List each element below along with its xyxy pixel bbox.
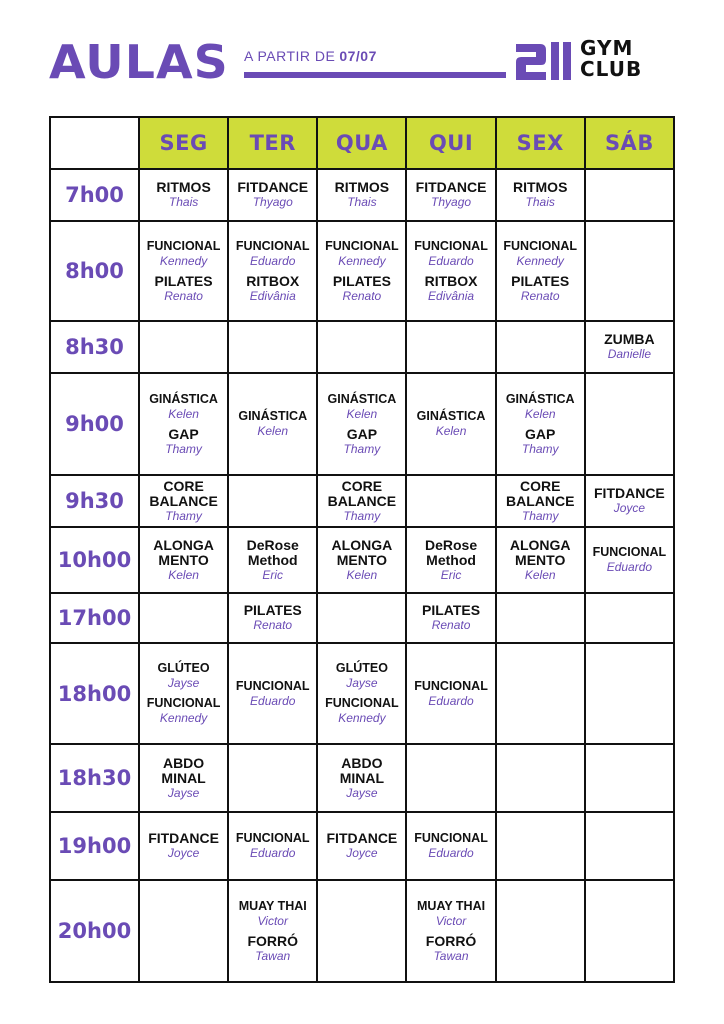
time-slot-label: 8h30: [50, 321, 139, 373]
class-name: CORE BALANCE: [149, 477, 218, 509]
instructor-name: Thamy: [521, 441, 559, 456]
schedule-cell: [585, 744, 674, 812]
instructor-name: Eduardo: [250, 253, 296, 268]
instructor-name: Tawan: [255, 948, 291, 963]
time-slot-label: 18h00: [50, 643, 139, 744]
instructor-name: Renato: [253, 618, 293, 632]
class-name: FUNCIONAL: [235, 831, 310, 845]
schedule-cell: [496, 744, 585, 812]
class-entry: [318, 392, 405, 421]
class-name: DeRose Method: [424, 536, 478, 568]
class-name: PILATES: [154, 272, 213, 289]
class-name: PILATES: [243, 602, 302, 618]
schedule-cell: [228, 221, 317, 321]
schedule-cell: [406, 744, 495, 812]
class-name: FITDANCE: [237, 179, 309, 195]
start-date-prefix: A PARTIR DE: [244, 48, 336, 64]
class-entry: [140, 427, 227, 456]
time-slot-label: 20h00: [50, 880, 139, 982]
corner-cell: [50, 117, 139, 169]
schedule-cell: [139, 475, 228, 527]
header-underline: [244, 72, 506, 78]
class-entry: [318, 696, 405, 725]
class-name: ALONGA MENTO: [331, 536, 393, 568]
class-name: ZUMBA: [604, 331, 655, 347]
schedule-cell: [139, 321, 228, 373]
class-name: ALONGA MENTO: [153, 536, 214, 568]
instructor-name: Jayse: [346, 785, 378, 800]
instructor-name: Renato: [342, 288, 382, 303]
day-header: SÁB: [585, 117, 674, 169]
instructor-name: Thais: [347, 195, 377, 209]
class-name: GINÁSTICA: [327, 391, 397, 406]
class-name: ABDO MINAL: [339, 754, 385, 786]
instructor-name: Jayse: [167, 676, 200, 690]
class-entry: [318, 831, 405, 860]
schedule-cell: [406, 593, 495, 643]
schedule-row: [50, 169, 674, 221]
schedule-cell: [228, 880, 317, 982]
schedule-cell: [317, 643, 406, 744]
instructor-name: Eric: [262, 567, 284, 582]
class-entry: [497, 427, 584, 456]
instructor-name: Kennedy: [338, 711, 386, 725]
class-entry: [318, 239, 405, 268]
class-schedule-table: [49, 116, 675, 983]
class-entry: [140, 239, 227, 268]
class-entry: [407, 934, 494, 963]
day-header: SEX: [496, 117, 585, 169]
instructor-name: Jayse: [346, 676, 378, 690]
class-entry: [140, 538, 227, 582]
schedule-cell: [585, 593, 674, 643]
schedule-cell: [317, 880, 406, 982]
instructor-name: Eduardo: [250, 693, 296, 708]
class-entry: [586, 332, 673, 361]
schedule-cell: [496, 169, 585, 221]
class-name: FITDANCE: [415, 179, 487, 195]
class-entry: [229, 409, 316, 438]
start-date-value: 07/07: [339, 48, 377, 64]
class-name: FUNCIONAL: [592, 545, 667, 559]
class-name: GINÁSTICA: [505, 391, 575, 406]
instructor-name: Joyce: [613, 501, 646, 515]
class-entry: [407, 274, 494, 303]
logo-line-2: CLUB: [580, 57, 643, 81]
page-title: AULAS: [49, 35, 229, 89]
schedule-cell: [406, 475, 495, 527]
logo-21-mark: [514, 40, 574, 82]
gym-logo: [514, 38, 676, 84]
instructor-name: Kennedy: [516, 253, 564, 268]
schedule-row: [50, 744, 674, 812]
class-name: PILATES: [511, 272, 570, 289]
instructor-name: Tawan: [433, 948, 469, 963]
schedule-cell: [317, 527, 406, 593]
class-name: ABDO MINAL: [161, 754, 206, 786]
instructor-name: Thamy: [521, 508, 559, 523]
class-entry: [140, 831, 227, 860]
schedule-cell: [228, 744, 317, 812]
instructor-name: Thamy: [165, 441, 202, 456]
schedule-cell: [139, 373, 228, 475]
day-header-row: [50, 117, 674, 169]
instructor-name: Kennedy: [338, 253, 386, 268]
schedule-cell: [317, 221, 406, 321]
class-entry: [497, 274, 584, 303]
class-name: PILATES: [422, 602, 481, 618]
class-entry: [229, 899, 316, 928]
schedule-cell: [317, 169, 406, 221]
schedule-cell: [228, 812, 317, 880]
class-name: FORRÓ: [247, 932, 299, 949]
class-name: RITMOS: [334, 179, 390, 195]
schedule-cell: [139, 812, 228, 880]
instructor-name: Edivânia: [428, 288, 475, 303]
schedule-cell: [585, 373, 674, 475]
instructor-name: Kelen: [257, 424, 289, 438]
instructor-name: Thamy: [165, 508, 202, 523]
schedule-cell: [139, 880, 228, 982]
class-entry: [140, 392, 227, 421]
schedule-cell: [139, 221, 228, 321]
schedule-cell: [228, 643, 317, 744]
class-entry: [407, 603, 494, 632]
class-name: FUNCIONAL: [325, 696, 399, 710]
class-entry: [497, 538, 584, 582]
schedule-cell: [139, 744, 228, 812]
instructor-name: Kelen: [435, 424, 467, 438]
class-name: CORE BALANCE: [505, 477, 575, 509]
schedule-row: [50, 321, 674, 373]
schedule-cell: [406, 527, 495, 593]
instructor-name: Kelen: [524, 567, 556, 582]
time-slot-label: 10h00: [50, 527, 139, 593]
schedule-cell: [585, 812, 674, 880]
class-entry: [140, 756, 227, 800]
schedule-cell: [496, 321, 585, 373]
time-slot-label: 7h00: [50, 169, 139, 221]
start-date-label: [244, 48, 377, 64]
schedule-row: [50, 221, 674, 321]
day-header: QUI: [406, 117, 495, 169]
schedule-cell: [585, 321, 674, 373]
day-header: TER: [228, 117, 317, 169]
schedule-cell: [406, 643, 495, 744]
schedule-cell: [228, 527, 317, 593]
schedule-cell: [317, 321, 406, 373]
schedule-cell: [496, 527, 585, 593]
schedule-row: [50, 527, 674, 593]
instructor-name: Thyago: [252, 195, 293, 209]
class-name: RITMOS: [156, 179, 211, 195]
class-name: CORE BALANCE: [327, 477, 397, 509]
class-name: MUAY THAI: [238, 898, 307, 913]
instructor-name: Eduardo: [428, 253, 474, 268]
schedule-cell: [496, 643, 585, 744]
instructor-name: Joyce: [167, 846, 200, 860]
class-entry: [497, 392, 584, 421]
class-name: ALONGA MENTO: [509, 536, 571, 568]
instructor-name: Kelen: [346, 567, 378, 582]
class-entry: [407, 679, 494, 708]
logo-text: [580, 38, 642, 80]
schedule-cell: [585, 221, 674, 321]
schedule-cell: [317, 373, 406, 475]
class-name: FUNCIONAL: [414, 678, 488, 693]
instructor-name: Eduardo: [250, 846, 296, 860]
schedule-row: [50, 373, 674, 475]
class-entry: [229, 934, 316, 963]
day-header: SEG: [139, 117, 228, 169]
time-slot-label: 19h00: [50, 812, 139, 880]
class-entry: [229, 239, 316, 268]
logo-line-1: GYM: [580, 36, 634, 60]
class-name: FUNCIONAL: [414, 238, 488, 253]
schedule-cell: [406, 321, 495, 373]
time-slot-label: 17h00: [50, 593, 139, 643]
class-name: PILATES: [332, 272, 391, 289]
class-name: GAP: [525, 425, 556, 442]
schedule-cell: [139, 169, 228, 221]
instructor-name: Victor: [257, 913, 288, 928]
schedule-cell: [228, 169, 317, 221]
instructor-name: Danielle: [607, 347, 652, 361]
class-name: GINÁSTICA: [238, 409, 308, 423]
instructor-name: Eric: [440, 567, 462, 582]
class-name: GLÚTEO: [335, 661, 388, 675]
schedule-cell: [406, 812, 495, 880]
schedule-cell: [496, 475, 585, 527]
schedule-cell: [496, 880, 585, 982]
class-entry: [318, 274, 405, 303]
class-name: DeRose Method: [246, 536, 299, 568]
class-entry: [407, 538, 494, 582]
class-entry: [229, 679, 316, 708]
schedule-cell: [585, 169, 674, 221]
instructor-name: Joyce: [346, 846, 378, 860]
schedule-cell: [585, 475, 674, 527]
instructor-name: Renato: [431, 618, 471, 632]
instructor-name: Victor: [435, 913, 467, 928]
schedule-cell: [317, 593, 406, 643]
class-entry: [229, 180, 316, 209]
class-name: MUAY THAI: [417, 898, 486, 913]
class-entry: [318, 756, 405, 800]
schedule-cell: [585, 527, 674, 593]
instructor-name: Kelen: [524, 406, 556, 421]
instructor-name: Renato: [164, 288, 203, 303]
schedule-cell: [406, 169, 495, 221]
class-entry: [497, 239, 584, 268]
class-name: FUNCIONAL: [414, 831, 488, 845]
schedule-cell: [139, 643, 228, 744]
instructor-name: Kelen: [168, 567, 199, 582]
class-entry: [140, 696, 227, 725]
class-entry: [407, 409, 494, 438]
instructor-name: Kelen: [168, 406, 199, 421]
class-entry: [586, 545, 673, 574]
instructor-name: Thyago: [431, 195, 472, 209]
class-name: FUNCIONAL: [146, 238, 221, 253]
class-entry: [497, 180, 584, 209]
schedule-cell: [406, 880, 495, 982]
instructor-name: Eduardo: [606, 560, 653, 574]
instructor-name: Kennedy: [159, 253, 208, 268]
time-slot-label: 18h30: [50, 744, 139, 812]
class-entry: [407, 831, 494, 860]
time-slot-label: 9h30: [50, 475, 139, 527]
schedule-cell: [228, 321, 317, 373]
time-slot-label: 8h00: [50, 221, 139, 321]
instructor-name: Kennedy: [159, 711, 208, 725]
schedule-row: [50, 643, 674, 744]
schedule-cell: [139, 593, 228, 643]
class-entry: [318, 180, 405, 209]
instructor-name: Edivânia: [249, 288, 296, 303]
class-name: FUNCIONAL: [146, 696, 221, 710]
schedule-cell: [585, 643, 674, 744]
class-name: FITDANCE: [326, 830, 398, 846]
class-entry: [229, 831, 316, 860]
class-name: RITBOX: [424, 272, 478, 289]
schedule-cell: [317, 812, 406, 880]
class-entry: [497, 479, 584, 523]
schedule-cell: [139, 527, 228, 593]
class-entry: [140, 661, 227, 690]
class-entry: [586, 486, 673, 515]
instructor-name: Jayse: [167, 785, 200, 800]
schedule-cell: [228, 373, 317, 475]
schedule-row: [50, 475, 674, 527]
schedule-cell: [317, 744, 406, 812]
time-slot-label: 9h00: [50, 373, 139, 475]
instructor-name: Thais: [525, 195, 555, 209]
instructor-name: Eduardo: [428, 693, 474, 708]
instructor-name: Renato: [520, 288, 560, 303]
class-entry: [229, 603, 316, 632]
class-entry: [229, 274, 316, 303]
class-name: RITMOS: [512, 179, 568, 195]
class-entry: [318, 427, 405, 456]
class-name: FORRÓ: [425, 932, 477, 949]
schedule-row: [50, 812, 674, 880]
schedule-cell: [317, 475, 406, 527]
schedule-cell: [496, 593, 585, 643]
class-entry: [318, 661, 405, 690]
instructor-name: Thamy: [343, 508, 381, 523]
schedule-row: [50, 593, 674, 643]
schedule-cell: [406, 221, 495, 321]
class-name: FUNCIONAL: [325, 238, 399, 253]
class-entry: [140, 479, 227, 523]
schedule-cell: [228, 593, 317, 643]
instructor-name: Thais: [168, 195, 199, 209]
class-entry: [407, 899, 494, 928]
schedule-row: [50, 880, 674, 982]
class-name: GAP: [346, 425, 378, 442]
class-name: FUNCIONAL: [235, 678, 310, 693]
class-entry: [229, 538, 316, 582]
class-name: GAP: [168, 425, 199, 442]
class-name: FUNCIONAL: [235, 238, 310, 253]
class-entry: [140, 274, 227, 303]
class-name: FITDANCE: [148, 830, 219, 846]
schedule-cell: [496, 373, 585, 475]
schedule-cell: [496, 221, 585, 321]
class-entry: [407, 180, 494, 209]
class-name: GINÁSTICA: [149, 391, 218, 406]
class-name: FUNCIONAL: [503, 238, 577, 253]
class-entry: [318, 538, 405, 582]
schedule-cell: [406, 373, 495, 475]
class-entry: [407, 239, 494, 268]
instructor-name: Kelen: [346, 406, 378, 421]
schedule-cell: [496, 812, 585, 880]
day-header: QUA: [317, 117, 406, 169]
class-name: FITDANCE: [594, 485, 665, 501]
instructor-name: Thamy: [343, 441, 381, 456]
class-name: GINÁSTICA: [416, 409, 486, 423]
class-entry: [140, 180, 227, 209]
schedule-cell: [228, 475, 317, 527]
class-entry: [318, 479, 405, 523]
class-name: RITBOX: [246, 272, 300, 289]
schedule-cell: [585, 880, 674, 982]
class-name: GLÚTEO: [157, 661, 210, 675]
instructor-name: Eduardo: [428, 846, 474, 860]
